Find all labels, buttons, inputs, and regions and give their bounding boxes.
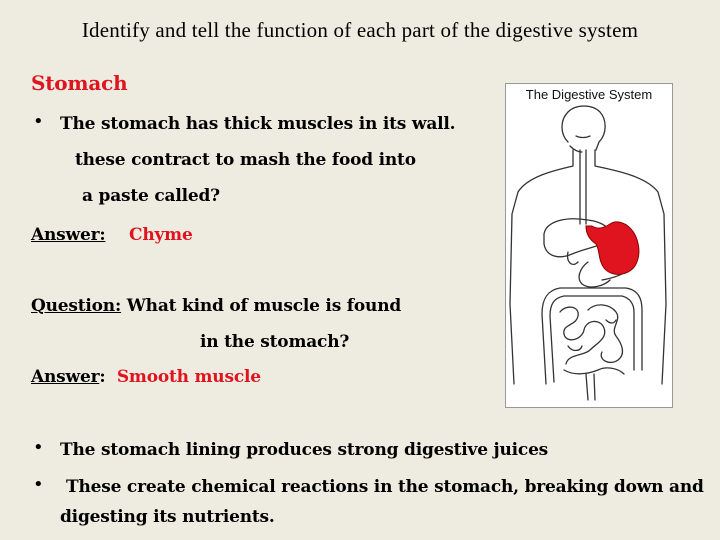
digestive-system-diagram bbox=[505, 83, 673, 408]
stomach-highlight bbox=[586, 222, 639, 274]
answer2-value: Smooth muscle bbox=[116, 367, 261, 387]
bullet2-text: The stomach lining produces strong digestive juices bbox=[60, 440, 549, 460]
section-heading-stomach: Stomach bbox=[31, 71, 128, 95]
question2-line1 bbox=[31, 296, 401, 316]
bullet1-line2: these contract to mash the food into bbox=[75, 150, 416, 170]
digestive-system-illustration bbox=[506, 84, 672, 407]
bullet3-line2: digesting its nutrients. bbox=[60, 507, 275, 527]
answer2-colon: : bbox=[99, 367, 106, 387]
question2-text: What kind of muscle is found bbox=[121, 296, 402, 316]
bullet-marker: • bbox=[33, 437, 44, 458]
answer2-label: Answer bbox=[31, 367, 100, 387]
bullet1-line3: a paste called? bbox=[82, 186, 220, 206]
bullet-marker: • bbox=[33, 474, 44, 495]
answer1-label: Answer: bbox=[31, 225, 106, 245]
answer1-value: Chyme bbox=[129, 225, 193, 245]
bullet3-line1: These create chemical reactions in the stomach, breaking down and bbox=[66, 477, 704, 497]
answer2-line bbox=[31, 367, 261, 387]
question2-label: Question: bbox=[31, 296, 122, 316]
diagram-title: The Digestive System bbox=[525, 87, 653, 102]
bullet1-line1: The stomach has thick muscles in its wall. bbox=[60, 114, 456, 134]
slide-title: Identify and tell the function of each part of the digestive system bbox=[81, 18, 639, 42]
question2-line2: in the stomach? bbox=[200, 332, 350, 352]
bullet-marker: • bbox=[33, 111, 44, 132]
